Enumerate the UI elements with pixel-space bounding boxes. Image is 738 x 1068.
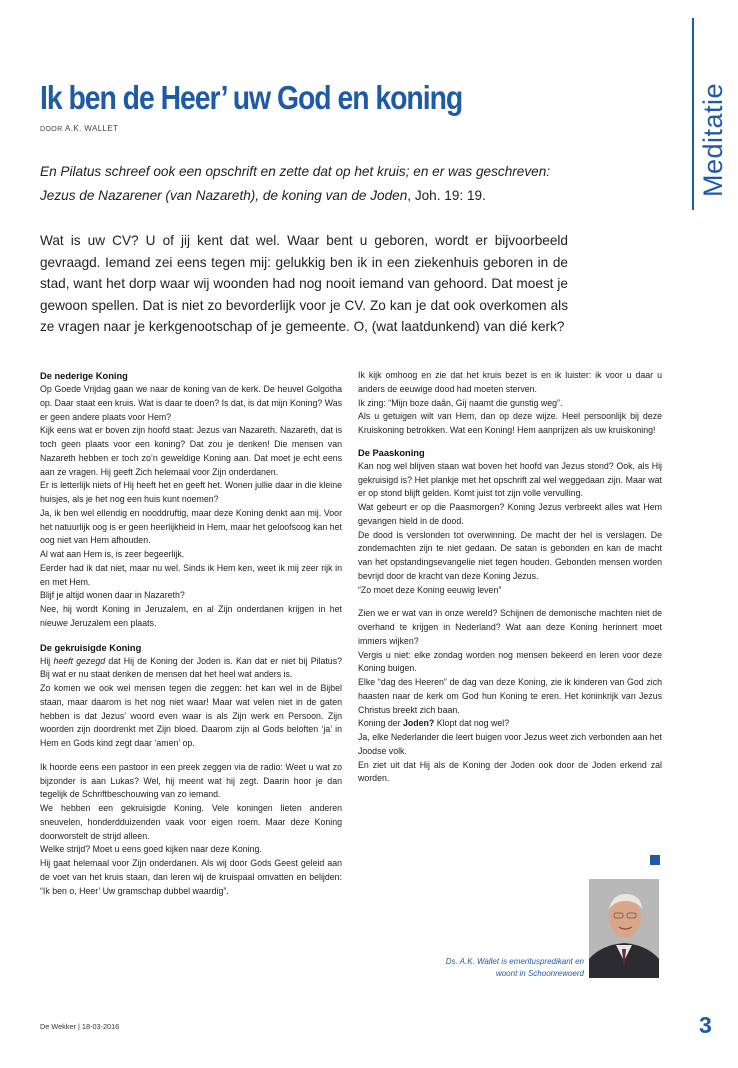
paragraph: Nee, hij wordt Koning in Jeruzalem, en al Zijn onderdanen krijgen in het nieuwe Jeruzalem een plaats. [40,604,342,628]
scripture-quote [40,160,560,207]
author-photo [589,879,659,978]
paragraph: Al wat aan Hem is, is zeer begeerlijk. [40,549,185,559]
section-label: Meditatie [698,82,728,197]
end-of-article-square [650,855,660,865]
paragraph [358,717,662,731]
byline [40,124,118,133]
photo-caption [396,956,584,979]
paragraph: Vergis u niet: elke zondag worden nog mensen bekeerd en leren voor deze Koning buigen. [358,649,662,674]
paragraph: Wat gebeurt er op die Paasmorgen? Koning Jezus verbreekt alles wat Hem gevangen hield in de dood. [358,502,662,526]
heading-nederige-koning: De nederige Koning [40,371,128,381]
author-portrait-icon [589,879,659,978]
footer-publication: De Wekker | 18-03-2016 [40,1022,120,1031]
text-run: Koning der [358,718,403,729]
paragraph: Blijf je altijd wonen daar in Nazareth? [40,590,185,601]
heading-gekruisigde-koning: De gekruisigde Koning [40,642,142,653]
paragraph: Zien we er wat van in onze wereld? Schijnen de demonische machten niet de overhand te krijgen in Nederland? Wat aan deze Koning herinnert moet immers wijken? [358,608,662,646]
paragraph: De dood is verslonden tot overwinning. De macht der hel is verslagen. De zondemachten zijn te niet gedaan. De satan is gebonden en kan de macht van het opstandingsevangelie niet tegen houden. Gebonden mensen worden bevrijd door de kracht van deze Koning Jezus. [358,529,662,581]
quote-reference: , Joh. 19: 19. [407,187,486,203]
paragraph: Ja, elke Nederlander die leert buigen voor Jezus weet zich verbonden aan het Joodse volk. [358,732,662,756]
heading-paaskoning: De Paaskoning [358,447,425,458]
text-run: dat Hij de Koning der Joden is. Kan dat er niet bij Pilatus? Bij wat er nu staat denken de mensen dat het heel wat anders is. [40,655,342,680]
paragraph: Eerder had ik dat niet, maar nu wel. Sinds ik Hem ken, weet ik mij zeer rijk in en met Hem. [40,562,342,587]
caption-line: woont in Schoonrewoerd [495,968,584,978]
emphasis: heeft gezegd [53,655,106,666]
intro-paragraph: Wat is uw CV? U of jij kent dat wel. Waar bent u geboren, wordt er bijvoorbeeld gevraagd. Iemand zei eens tegen mij: gelukkig ben ik in een ziekenhuis geboren in de stad, want het dorp waar wij woonden had nog nooit iemand van gehoord. Dat moest je gewoon spellen. Dat is niet zo bevorderlijk voor je CV. Zo kan je dat ook overkomen als ze vragen naar je kerkgenootschap of je gemeente. O, (wat laatdunkend) van dié kerk? [40,233,568,334]
paragraph: Zo komen we ook wel mensen tegen die zeggen: het kan wel in de Bijbel staan, maar daarom is het nog niet waar! Maar wat velen niet in de gaten hebben is dat Jezus’ woord even waar is als Zijn werk en Persoon. Zijn woorden zijn doordrenkt met Zijn bloed. Daarom zijn al Gods beloften ‘ja’ in Hem en Gods kind zegt daar ‘amen’ op. [40,683,342,748]
page-number: 3 [699,1012,712,1038]
byline-prefix: DOOR [40,126,63,133]
caption-line: Ds. A.K. Wallet is emerituspredikant en [445,957,584,966]
paragraph: Er is letterlijk niets of Hij heeft het en geeft het. Wonen jullie daar in die kleine huisjes, als je het nog een huis kunt noemen? [40,480,342,504]
paragraph: Kijk eens wat er boven zijn hoofd staat: Jezus van Nazareth. Nazareth, dat is toch geen plaats voor een koning? Dat zou je denken! Die mensen van Nazareth hebben er toch zo’n geweldige Koning aan. Dat moet je echt eens aan ze vragen. Hij geeft Zich helemaal voor Zijn onderdanen. [40,425,342,477]
text-run: Hij [40,655,54,666]
byline-author: A.K. WALLET [64,124,119,133]
paragraph: En ziet uit dat Hij als de Koning der Joden ook door de Joden erkend zal worden. [358,759,662,784]
text-run: Klopt dat nog wel? [434,718,510,729]
column-right [358,369,662,786]
bold-word: Joden? [403,718,435,729]
section-rule [692,18,694,210]
paragraph: Ik hoorde eens een pastoor in een preek zeggen via de radio: Weet u wat zo bijzonder is aan Lukas? Wel, hij meent wat hij zegt. Daarin hoor je dan tegelijk de Schriftbeschouwing van zo iemand. [40,761,342,800]
paragraph: Welke strijd? Moet u eens goed kijken naar deze Koning. [40,844,262,855]
paragraph [40,655,342,683]
paragraph: Hij gaat helemaal voor Zijn onderdanen. Als wij door Gods Geest geleid aan de voet van het kruis staan, dan leren wij de kruispaal omvatten en belijden: “Ik ben o, Heer’ Uw gramschap dubbel waardig”. [40,858,342,896]
paragraph: Elke “dag des Heeren” de dag van deze Koning, zie ik kinderen van God zich haasten naar de kerk om God hun Koning te eren. Het koninkrijk van Jezus Christus breekt zich baan. [358,677,662,715]
paragraph: “Zo moet deze Koning eeuwig leven” [358,584,502,595]
paragraph: Op Goede Vrijdag gaan we naar de koning van de kerk. De heuvel Golgotha op. Daar staat een kruis. Wat is daar te doen? Is dat, is dat mijn Koning? Was er geen andere plaats voor Hem? [40,384,343,422]
article-title: Ik ben de Heer’ uw God en koning [40,79,463,116]
paragraph: Ik kijk omhoog en zie dat het kruis bezet is en ik luister: ik voor u daar u anders de eeuwige dood had moeten sterven. [358,370,662,394]
paragraph: Als u getuigen wilt van Hem, dan op deze wijze. Heel persoonlijk bij deze Kruiskoning betrokken. Wat een Koning! Hem aanprijzen als uw kruiskoning! [358,411,662,435]
column-left [40,369,342,898]
paragraph: Ja, ik ben wel ellendig en nooddruftig, maar deze Koning denkt aan mij. Voor het natuurlijk oog is er geen heerlijkheid in Hem, maar het geloofsoog kan het oog niet van Hem afhouden. [40,507,342,546]
paragraph: Ik zing: “Mijn boze daân, Gij naamt die gunstig weg”. [358,397,563,408]
quote-text: En Pilatus schreef ook een opschrift en zette dat op het kruis; en er was geschreven: Jezus de Nazarener (van Nazareth), de koning van de Joden [40,164,551,203]
paragraph: Kan nog wel blijven staan wat boven het hoofd van Jezus stond? Ook, als Hij gekruisigd is? Het plankje met het opschrift zal wel weggedaan zijn. Maar wat er op stond blijft gelden. Komt juist tot zijn volle vervulling. [358,460,662,499]
paragraph: We hebben een gekruisigde Koning. Vele koningen lieten anderen sneuvelen, honderdduizenden vaak voor eigen roem. Maar deze Koning doorworstelt de strijd alleen. [40,803,342,841]
